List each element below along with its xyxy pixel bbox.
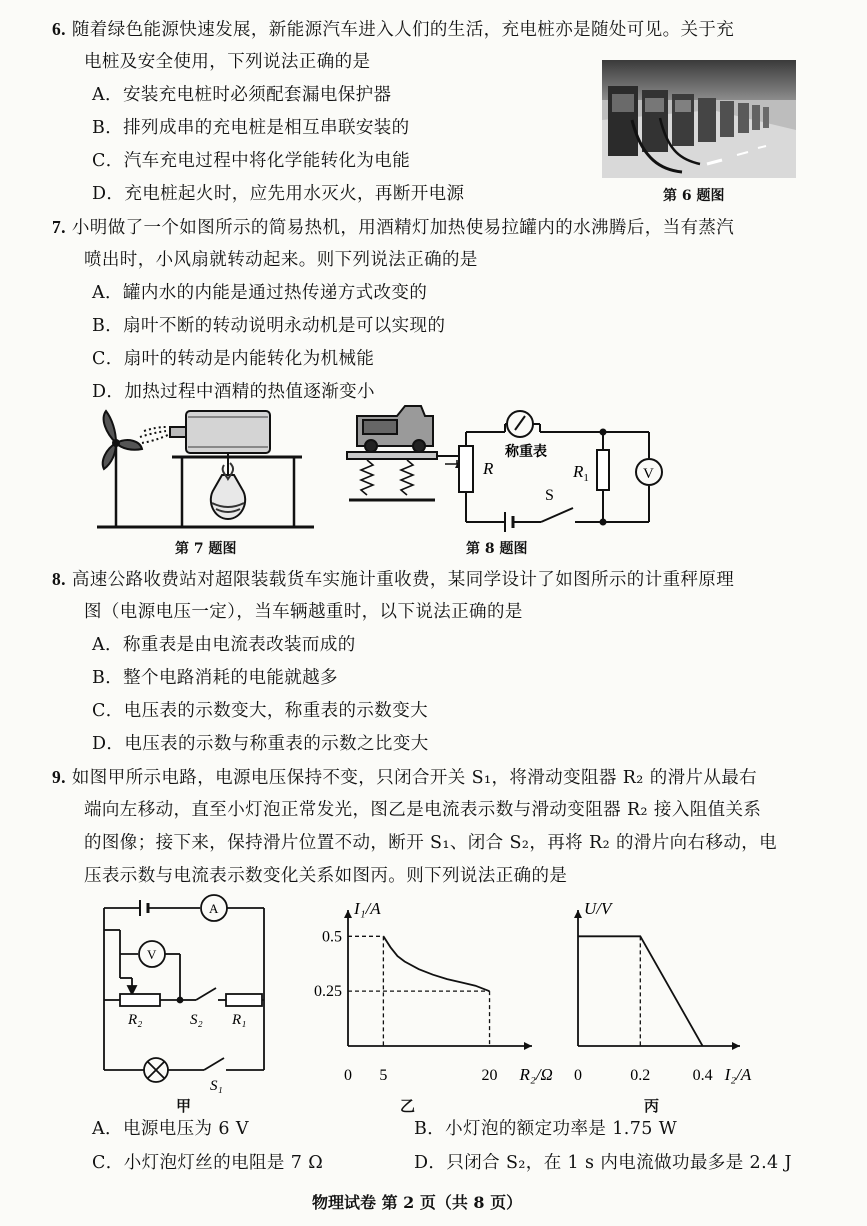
q7-figure-caption: 第 7 题图 bbox=[175, 541, 237, 557]
yi-y-tick-0.25: 0.25 bbox=[314, 983, 342, 1001]
q9-chart-yi bbox=[300, 896, 560, 1096]
q8-resistor-r1-label: $R_1$ bbox=[573, 462, 589, 484]
q6-option-a: A．安装充电桩时必须配套漏电保护器 bbox=[92, 85, 392, 105]
q8-weighing-circuit-figure bbox=[345, 402, 695, 532]
q8-stem-line1: 8. 高速公路收费站对超限装载货车实施计重收费，某同学设计了如图所示的计重秤原理 bbox=[52, 569, 735, 590]
q9-stem-line2: 端向左移动，直至小灯泡正常发光，图乙是电流表示数与滑动变阻器 R₂ 接入阻值关系 bbox=[84, 800, 762, 820]
q7-option-d: D．加热过程中酒精的热值逐渐变小 bbox=[92, 382, 375, 402]
q9-option-b: B．小灯泡的额定功率是 1.75 W bbox=[414, 1119, 678, 1139]
q6-option-b: B．排列成串的充电桩是相互串联安装的 bbox=[92, 118, 410, 138]
q8-option-d: D．电压表的示数与称重表的示数之比变大 bbox=[92, 734, 429, 754]
q9-voltmeter-v-label: V bbox=[147, 947, 157, 962]
yi-x-tick-20: 20 bbox=[481, 1067, 498, 1084]
q7-heat-engine-figure bbox=[92, 405, 317, 530]
q8-weighing-meter-label: 称重表 bbox=[505, 445, 547, 460]
yi-x-label: R₂/Ω bbox=[519, 1065, 553, 1084]
q9-jia-caption: 甲 bbox=[176, 1097, 192, 1115]
q6-charging-station-photo bbox=[602, 60, 796, 178]
q8-switch-s-label: S bbox=[545, 487, 554, 504]
q6-stem-line2: 电桩及安全使用，下列说法正确的是 bbox=[84, 52, 371, 72]
q7-stem-line2: 喷出时，小风扇就转动起来。则下列说法正确的是 bbox=[84, 250, 478, 270]
q9-option-a: A．电源电压为 6 V bbox=[92, 1119, 249, 1139]
q9-s2-label: S₂ bbox=[190, 1012, 203, 1028]
q8-stem-line2: 图（电源电压一定），当车辆越重时，以下说法正确的是 bbox=[84, 602, 523, 622]
yi-y-label: I₁/A bbox=[354, 899, 381, 918]
q8-voltmeter-v-label: V bbox=[643, 466, 654, 482]
bing-x-tick-0.4: 0.4 bbox=[692, 1067, 713, 1084]
bing-x-tick-0.2: 0.2 bbox=[630, 1067, 651, 1084]
yi-x-tick-5: 5 bbox=[379, 1067, 388, 1084]
q7-option-a: A．罐内水的内能是通过热传递方式改变的 bbox=[92, 283, 428, 303]
bing-x-label: I₂/A bbox=[724, 1065, 752, 1084]
q9-s1-label: S₁ bbox=[210, 1078, 223, 1094]
q9-stem-line4: 压表示数与电流表示数变化关系如图丙。则下列说法正确的是 bbox=[84, 866, 568, 886]
q7-option-b: B．扇叶不断的转动说明永动机是可以实现的 bbox=[92, 316, 446, 336]
q9-chart-bing bbox=[560, 896, 770, 1096]
q8-option-a: A．称重表是由电流表改装而成的 bbox=[92, 635, 356, 655]
yi-y-tick-0.5: 0.5 bbox=[322, 928, 342, 946]
q9-ammeter-a-label: A bbox=[209, 901, 219, 916]
q9-stem-line3: 的图像；接下来，保持滑片位置不动，断开 S₁、闭合 S₂，再将 R₂ 的滑片向右移动，电 bbox=[84, 833, 778, 853]
q6-stem-line1: 6. 随着绿色能源快速发展，新能源汽车进入人们的生活，充电桩亦是随处可见。关于充 bbox=[52, 19, 735, 40]
q9-bing-caption: 丙 bbox=[644, 1097, 660, 1115]
q6-option-c: C．汽车充电过程中将化学能转化为电能 bbox=[92, 151, 411, 171]
page-footer: 物理试卷 第 2 页（共 8 页） bbox=[312, 1193, 523, 1212]
q6-figure-caption: 第 6 题图 bbox=[663, 188, 725, 204]
q9-r1-label: R₁ bbox=[232, 1012, 247, 1028]
q7-option-c: C．扇叶的转动是内能转化为机械能 bbox=[92, 349, 375, 369]
yi-origin-label: 0 bbox=[344, 1067, 352, 1084]
q6-option-d: D．充电桩起火时，应先用水灭火，再断开电源 bbox=[92, 184, 465, 204]
q7-stem-line1: 7. 小明做了一个如图所示的简易热机，用酒精灯加热使易拉罐内的水沸腾后，当有蒸汽 bbox=[52, 217, 735, 238]
bing-origin-label: 0 bbox=[574, 1067, 582, 1084]
q8-figure-caption: 第 8 题图 bbox=[466, 541, 528, 557]
bing-y-arrow bbox=[574, 910, 582, 918]
bing-y-label: U/V bbox=[584, 899, 612, 918]
q8-resistor-r-label: R bbox=[483, 459, 494, 478]
q9-circuit-jia-figure bbox=[92, 890, 277, 1095]
q9-option-d: D．只闭合 S₂，在 1 s 内电流做功最多是 2.4 J bbox=[414, 1153, 792, 1173]
q9-r2-label: R₂ bbox=[128, 1012, 143, 1028]
bing-x-arrow bbox=[732, 1042, 740, 1050]
q9-option-c: C．小灯泡灯丝的电阻是 7 Ω bbox=[92, 1153, 324, 1173]
q8-option-c: C．电压表的示数变大，称重表的示数变大 bbox=[92, 701, 428, 721]
yi-series-line bbox=[383, 936, 489, 991]
q9-stem-line1: 9. 如图甲所示电路，电源电压保持不变，只闭合开关 S₁，将滑动变阻器 R₂ 的滑片从最右 bbox=[52, 767, 758, 788]
q9-yi-caption: 乙 bbox=[400, 1097, 416, 1115]
yi-x-arrow bbox=[524, 1042, 532, 1050]
q8-option-b: B．整个电路消耗的电能就越多 bbox=[92, 668, 338, 688]
yi-y-arrow bbox=[344, 910, 352, 918]
